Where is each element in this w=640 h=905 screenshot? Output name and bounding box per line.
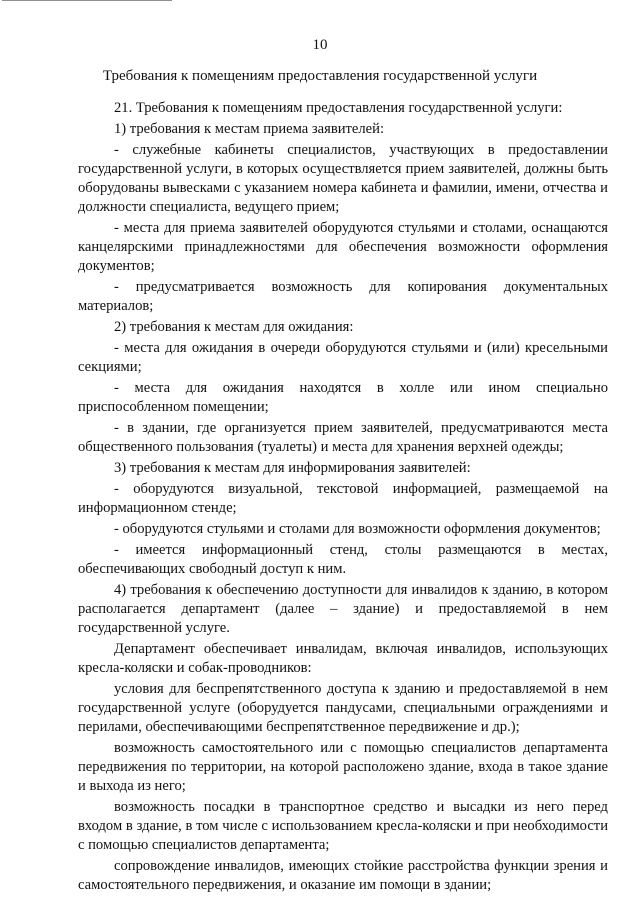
paragraph: Департамент обеспечивает инвалидам, включая инвалидов, использующих кресла-коляски и собак-проводников: <box>78 641 608 676</box>
paragraph: - оборудуются стульями и столами для возможности оформления документов; <box>114 521 601 537</box>
paragraph: 3) требования к местам для информирования заявителей: <box>114 460 471 476</box>
paragraph: 4) требования к обеспечению доступности для инвалидов к зданию, в котором располагается департамент (далее – здание) и предоставляемой в нем государственной услуге. <box>78 582 608 636</box>
page-number: 10 <box>312 37 328 53</box>
paragraph: условия для беспрепятственного доступа к зданию и предоставляемой в нем государственной услуге (оборудуется пандусами, специальными ограждениями и перилами, обеспечивающими беспрепятственное передвижение и др.); <box>78 681 608 735</box>
paragraph: - служебные кабинеты специалистов, участвующих в предоставлении государственной услуги, в которых осуществляется прием заявителей, должны быть оборудованы вывесками с указанием номера кабинета и фамилии, имени, отчества и должности специалиста, ведущего прием; <box>78 142 608 215</box>
paragraph: возможность посадки в транспортное средство и высадки из него перед входом в здание, в том числе с использованием кресла-коляски и при необходимости с помощью специалистов департамента; <box>78 799 608 853</box>
document-body <box>78 99 608 897</box>
paragraph: - оборудуются визуальной, текстовой информацией, размещаемой на информационном стенде; <box>78 481 608 516</box>
paragraph: возможность самостоятельного или с помощью специалистов департамента передвижения по территории, на которой расположено здание, входа в такое здание и выхода из него; <box>78 740 608 794</box>
paragraph: - места для ожидания в очереди оборудуются стульями и (или) кресельными секциями; <box>78 340 608 375</box>
paragraph: 21. Требования к помещениям предоставления государственной услуги: <box>114 100 563 116</box>
paragraph: - в здании, где организуется прием заявителей, предусматриваются места общественного пользования (туалеты) и места для хранения верхней одежды; <box>78 420 608 455</box>
paragraph: - имеется информационный стенд, столы размещаются в местах, обеспечивающих свободный доступ к ним. <box>78 542 608 577</box>
paragraph: - предусматривается возможность для копирования документальных материалов; <box>78 279 608 314</box>
paragraph: сопровождение инвалидов, имеющих стойкие расстройства функции зрения и самостоятельного передвижения, и оказание им помощи в здании; <box>78 858 608 893</box>
page-title: Требования к помещениям предоставления государственной услуги <box>102 68 538 84</box>
paragraph: - места для ожидания находятся в холле или ином специально приспособленном помещении; <box>78 380 608 415</box>
scan-artifact-line <box>2 0 172 4</box>
paragraph: - места для приема заявителей оборудуются стульями и столами, оснащаются канцелярскими принадлежностями для обеспечения возможности оформления документов; <box>78 220 608 274</box>
paragraph: 1) требования к местам приема заявителей: <box>114 121 385 137</box>
paragraph: 2) требования к местам для ожидания: <box>114 319 354 335</box>
